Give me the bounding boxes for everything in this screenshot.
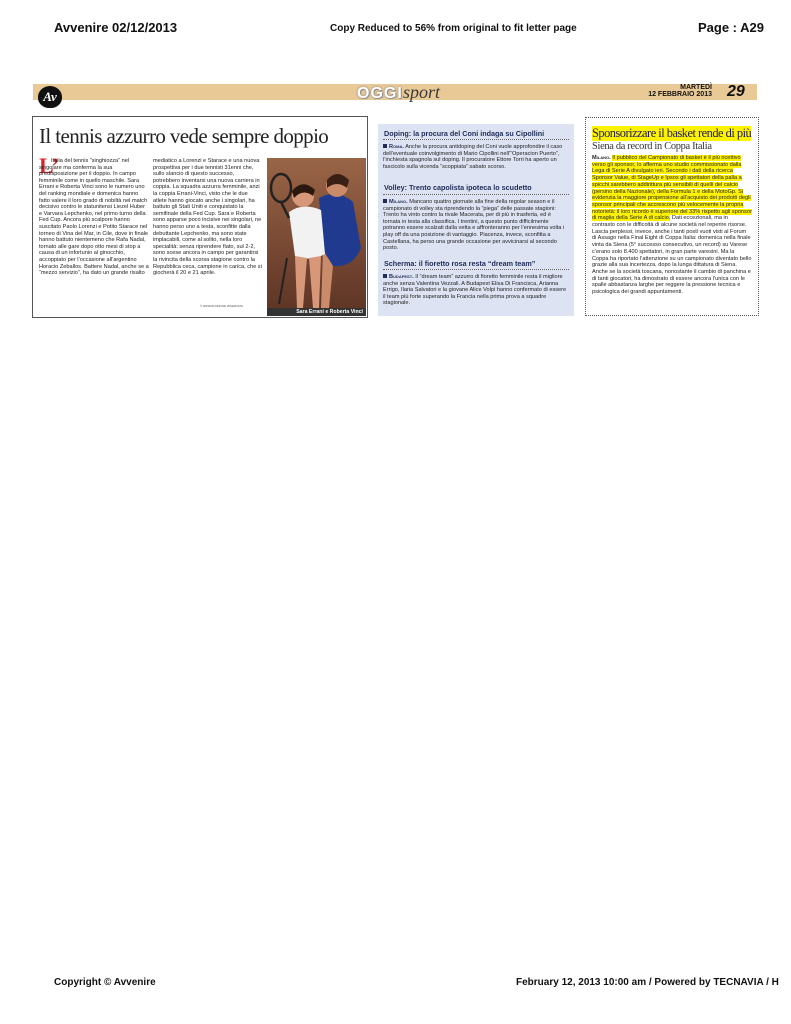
basket-article-subtitle: Siena da record in Coppa Italia <box>592 141 712 152</box>
brief-divider <box>383 269 569 270</box>
page-number: 29 <box>727 83 745 100</box>
brief-city: Roma. <box>389 144 404 150</box>
brief-headline-doping: Doping: la procura del Coni indaga su Cipollini <box>384 129 545 138</box>
issue-date: 12 FEBBRAIO 2013 <box>648 91 712 98</box>
basket-article-title: Sponsorizzare il basket rende di più <box>592 126 752 140</box>
tennis-players-photo <box>267 158 366 316</box>
brief-divider <box>383 194 569 195</box>
header-copy-note: Copy Reduced to 56% from original to fit letter page <box>330 23 577 34</box>
header-page-label: Page : A29 <box>698 20 764 35</box>
tennis-article-title: Il tennis azzurro vede sempre doppio <box>39 124 329 148</box>
square-bullet-icon <box>383 144 387 148</box>
tennis-article-column-2: mediatico a Lorenzi e Starace e una nuova prospettiva per i due tennisti 31enni che, sullo slancio di questo successo, potrebbero inventarsi una nuova carriera in coppia. La squadra azzurra femminile, anzi la coppia Errani-Vinci, visto che le due atlete hanno giocato anche i singolari, ha battuto gli Stati Uniti e conquistato la semifinale della Fed Cup. Sara e Roberta sono apparse poco incisive nei singolari, ne hanno perso uno a testa, sconfitte dalla debuttante Lepchenko, ma sono state implacabili, come al solito, nella loro specialità: senza riprendere fiato, sul 2-2, sono scese ancora in campo per garantirsi la rivincita della scorsa stagione contro la Repubblica ceca, campione in carica, che si giocherà il 20 e 21 aprile. <box>153 158 262 277</box>
brief-text-doping <box>383 144 569 170</box>
basket-article-body <box>592 155 752 296</box>
square-bullet-icon <box>383 199 387 203</box>
brief-headline-scherma: Scherma: il fioretto rosa resta “dream team” <box>384 259 536 268</box>
brief-body: Mancano quattro giornate alla fine della regolar season e il campionato di volley sta riprendendo la “piega” delle passate stagioni: Trento ha vinto contro la rivale Macerata, per di più in trasferta, ed è tornata in testa alla classifica. I trentini, a questo punto difficilmente potranno essere scalzati dalla vetta e affronteranno per l’ennesima volta i play off da una posizione di vantaggio. Piacenza, invece, sconfitta a Castellana, ha perso una grande occasione per avvicinarsi al secondo posto. <box>383 199 565 252</box>
basket-article-city: Milano. <box>592 155 611 161</box>
brief-text-volley <box>383 199 569 252</box>
tennis-article-column-1: Italia del tennis “singhiozza” nel singolare ma conferma la sua predisposizione per il doppio. In campo femminile come in quello maschile. Sara Errani e Roberta Vinci sono le numero uno del ranking mondiale e domenica hanno fatto valere il loro grado di nobiltà nel match decisivo contro le statunitensi Liezel Huber e Varvara Lepchenko, nel primo turno della Fed Cup. Ancora più scalpore hanno suscitato Paolo Lorenzi e Potito Starace nel torneo di Vina del Mar, in Cile, dove in finale hanno battuto nientemeno che Rafa Nadal, tornato alle gare dopo otto mesi di stop a causa di un infortunio al ginocchio, accoppiato per l’occasione all’argentino Horacio Zeballos. Battere Nadal, anche se a “mezzo servizio”, ha dato un grande risalto <box>39 158 149 277</box>
brief-city: Budapest. <box>389 274 414 280</box>
brief-text-scherma <box>383 274 569 307</box>
footer-copyright: Copyright © Avvenire <box>54 977 156 988</box>
brief-body: Anche la procura antidoping del Coni vuole approfondire il caso dell’eventuale coinvolgimento di Mario Cipollini nell’“Operacion Puerto”, l’inchiesta spagnola sul doping. Il procuratore Ettore Torri ha aperto un fascicolo sulla vicenda “scoppiata” sabato scorso. <box>383 144 563 170</box>
header-publication-date: Avvenire 02/12/2013 <box>54 20 178 35</box>
square-bullet-icon <box>383 274 387 278</box>
section-name-sport: sport <box>403 82 441 102</box>
section-name-oggi: OGGI <box>357 85 403 102</box>
tennis-article-dropcap: L’ <box>39 153 59 178</box>
photo-illustration <box>267 158 366 316</box>
avvenire-logo-icon: Av <box>38 86 62 108</box>
brief-headline-volley: Volley: Trento capolista ipoteca lo scudetto <box>384 183 532 192</box>
basket-article-highlighted-text: Il pubblico del Campionato di basket è il più ricettivo verso gli sponsor, lo afferma uno studio commissionato dalla Lega di Serie A divulgato ieri. Secondo i dati della ricerca Sponsor Value, di StageUp e Ipsos gli spettatori della palla a spicchi sarebbero addirittura più sensibili di quelli del calcio (persino della Nazionale), della Formula 1 e della MotoGp. Si evidenzia la maggiore propensione all’acquisto dei prodotti degli sponsor principali che accrescono più velocemente la propria notorietà: il loro ricordo è superiore del 33% rispetto agli sponsor di maglia della Serie A di calcio. <box>592 155 752 222</box>
basket-article-text: Dati eccezionali, ma in contrasto con le difficoltà di alcune società nel reperire risorse. Lascia perplessi, invece, anche i tanti posti vuoti visti al Forum di Assago nella Final Eight di Coppa Italia: domenica nella finale vinta da Siena (5° successo consecutivo, un record) su Varese c’erano solo 8.400 spettatori, in gran parte varesini. Ma la Coppa ha riportato l’attenzione su un campionato diventato bello grazie alla sua incertezza, dopo la lunga dittatura di Siena. Anche se la società toscana, nonostante il cambio di panchina e di tanti giocatori, ha dimostrato di essere ancora l’unica con le spalle abbastanza larghe per reggere la pressione tecnica e psicologica dei grandi appuntamenti. <box>592 215 752 296</box>
brief-city: Milano. <box>389 199 408 205</box>
rights-reserved-note: © RIPRODUZIONE RISERVATA <box>200 304 244 308</box>
brief-divider <box>383 139 569 140</box>
brief-body: Il “dream team” azzurro di fioretto femminile resta il migliore anche senza Valentina Vezzali. A Budapest Elisa Di Francisca, Arianna Errigo, Ilaria Salvatori e la giovane Alice Volpi hanno confermato di essere il team più forte superando la Francia nella prima prova a squadre stagionale. <box>383 274 567 307</box>
footer-powered-by: February 12, 2013 10:00 am / Powered by TECNAVIA / H <box>516 977 779 988</box>
issue-day: MARTEDÌ <box>680 84 712 91</box>
photo-caption: Sara Errani e Roberta Vinci <box>267 308 366 316</box>
